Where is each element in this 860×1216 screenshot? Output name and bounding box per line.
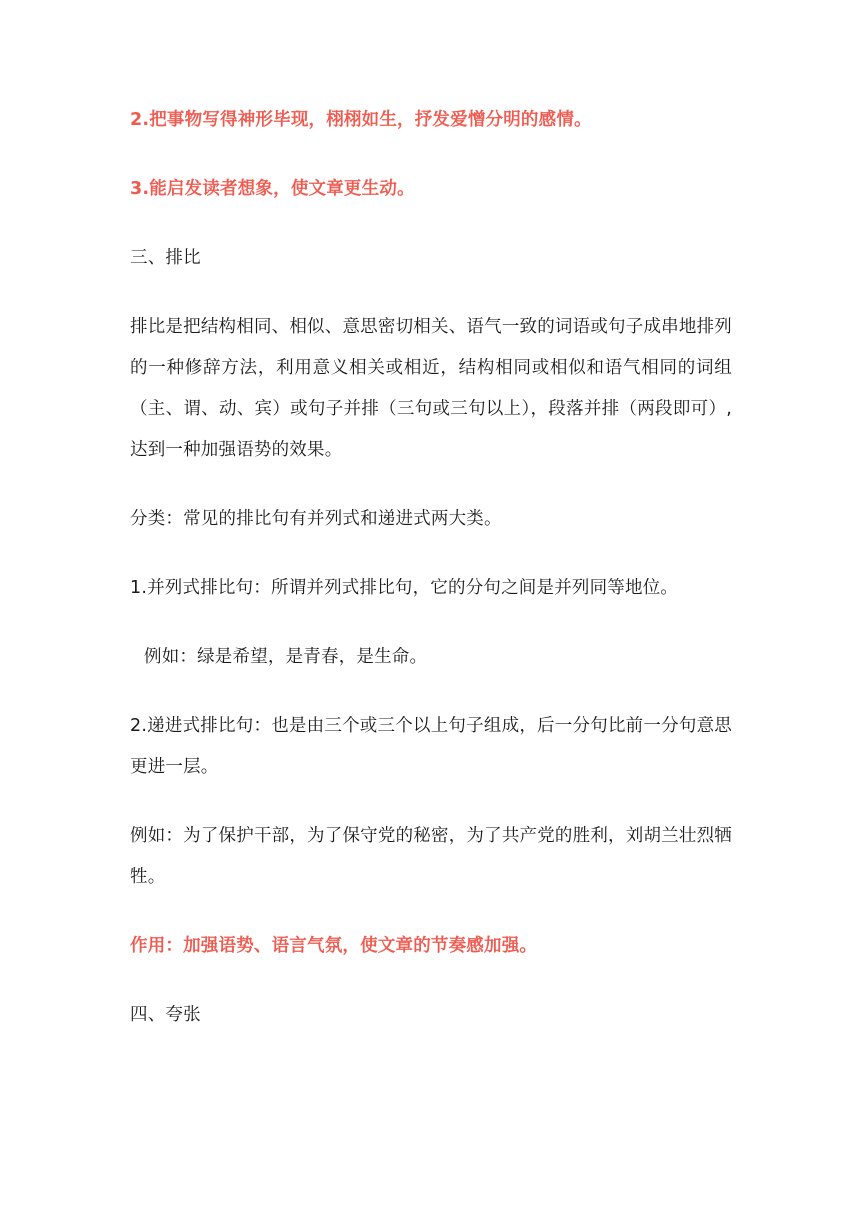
parallelism-definition: 排比是把结构相同、相似、意思密切相关、语气一致的词语或句子成串地排列的一种修辞方法，利用意义相关或相近，结构相同或相似和语气相同的词组（主、谓、动、宾）或句子并排（三句或三句以上），段落并排（两段即可）,达到一种加强语势的效果。: [130, 317, 732, 460]
effect-point-2: 2.把事物写得神形毕现，栩栩如生，抒发爱憎分明的感情。: [130, 110, 592, 130]
progressive-type-definition: 2.递进式排比句：也是由三个或三个以上句子组成，后一分句比前一分句意思更进一层。: [130, 716, 732, 777]
effect-point-3: 3.能启发读者想象，使文章更生动。: [130, 179, 415, 199]
parallel-type-example: 例如：绿是希望，是青春，是生命。: [144, 647, 428, 667]
document-page: [130, 100, 732, 1036]
section-heading-hyperbole: 四、夸张: [130, 1005, 201, 1025]
classification-text: 分类：常见的排比句有并列式和递进式两大类。: [130, 509, 502, 529]
section-heading-parallelism: 三、排比: [130, 248, 201, 268]
progressive-type-example: 例如：为了保护干部，为了保守党的秘密，为了共产党的胜利，刘胡兰壮烈牺牲。: [130, 826, 732, 887]
effect-statement: 作用：加强语势、语言气氛，使文章的节奏感加强。: [130, 936, 538, 956]
parallel-type-definition: 1.并列式排比句：所谓并列式排比句，它的分句之间是并列同等地位。: [130, 578, 679, 598]
